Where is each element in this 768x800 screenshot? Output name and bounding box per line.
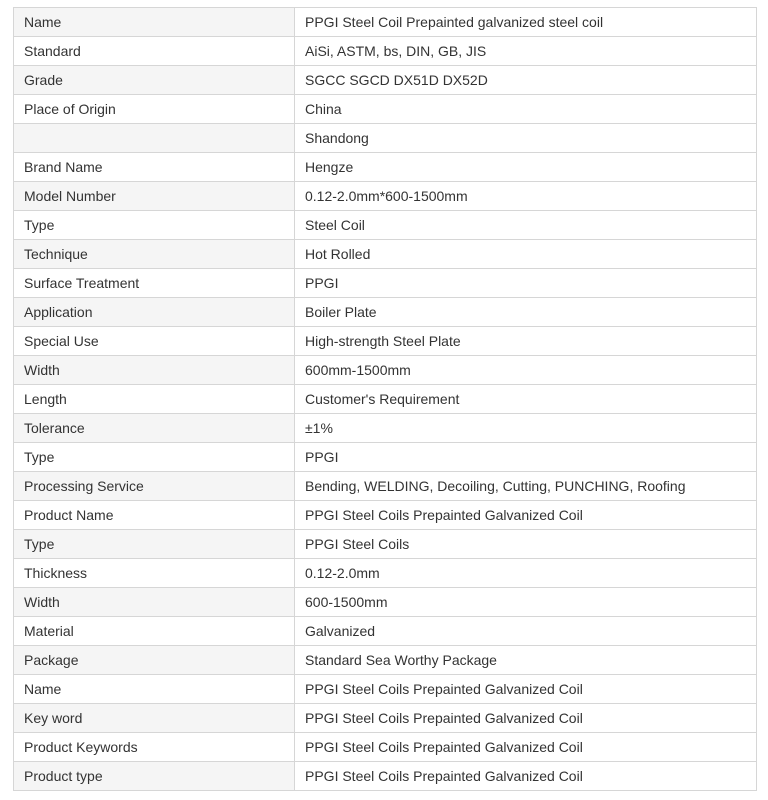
spec-key-cell: Product Keywords	[14, 733, 295, 762]
spec-value-cell: Galvanized	[295, 617, 757, 646]
spec-table-body	[14, 8, 757, 791]
spec-value-cell: PPGI Steel Coils Prepainted Galvanized Coil	[295, 733, 757, 762]
spec-key-cell: Standard	[14, 37, 295, 66]
spec-value-cell: PPGI	[295, 269, 757, 298]
table-row	[14, 472, 757, 501]
spec-key-cell: Grade	[14, 66, 295, 95]
spec-key-cell	[14, 124, 295, 153]
table-row	[14, 385, 757, 414]
spec-value-cell: Bending, WELDING, Decoiling, Cutting, PUNCHING, Roofing	[295, 472, 757, 501]
table-row	[14, 8, 757, 37]
spec-key-cell: Name	[14, 675, 295, 704]
table-row	[14, 211, 757, 240]
table-row	[14, 414, 757, 443]
table-row	[14, 762, 757, 791]
spec-value-cell: 0.12-2.0mm*600-1500mm	[295, 182, 757, 211]
spec-key-cell: Name	[14, 8, 295, 37]
spec-key-cell: Brand Name	[14, 153, 295, 182]
table-row	[14, 356, 757, 385]
spec-value-cell: SGCC SGCD DX51D DX52D	[295, 66, 757, 95]
table-row	[14, 37, 757, 66]
table-row	[14, 95, 757, 124]
table-row	[14, 646, 757, 675]
spec-value-cell: ±1%	[295, 414, 757, 443]
spec-key-cell: Surface Treatment	[14, 269, 295, 298]
table-row	[14, 733, 757, 762]
spec-key-cell: Material	[14, 617, 295, 646]
spec-key-cell: Tolerance	[14, 414, 295, 443]
spec-value-cell: PPGI Steel Coils Prepainted Galvanized Coil	[295, 501, 757, 530]
spec-value-cell: PPGI Steel Coils Prepainted Galvanized Coil	[295, 762, 757, 791]
spec-value-cell: China	[295, 95, 757, 124]
spec-key-cell: Width	[14, 588, 295, 617]
spec-value-cell: High-strength Steel Plate	[295, 327, 757, 356]
spec-key-cell: Thickness	[14, 559, 295, 588]
spec-key-cell: Type	[14, 443, 295, 472]
spec-value-cell: PPGI Steel Coil Prepainted galvanized steel coil	[295, 8, 757, 37]
spec-key-cell: Key word	[14, 704, 295, 733]
table-row	[14, 66, 757, 95]
table-row	[14, 559, 757, 588]
spec-key-cell: Place of Origin	[14, 95, 295, 124]
spec-key-cell: Product type	[14, 762, 295, 791]
spec-value-cell: 600mm-1500mm	[295, 356, 757, 385]
table-row	[14, 327, 757, 356]
spec-value-cell: Hengze	[295, 153, 757, 182]
spec-value-cell: Steel Coil	[295, 211, 757, 240]
spec-key-cell: Technique	[14, 240, 295, 269]
table-row	[14, 530, 757, 559]
spec-key-cell: Width	[14, 356, 295, 385]
spec-value-cell: 0.12-2.0mm	[295, 559, 757, 588]
spec-value-cell: PPGI Steel Coils Prepainted Galvanized Coil	[295, 675, 757, 704]
table-row	[14, 298, 757, 327]
table-row	[14, 240, 757, 269]
spec-key-cell: Model Number	[14, 182, 295, 211]
table-row	[14, 617, 757, 646]
spec-key-cell: Product Name	[14, 501, 295, 530]
table-row	[14, 124, 757, 153]
table-row	[14, 269, 757, 298]
spec-table	[13, 7, 757, 791]
spec-value-cell: Customer's Requirement	[295, 385, 757, 414]
table-row	[14, 182, 757, 211]
spec-key-cell: Length	[14, 385, 295, 414]
spec-value-cell: Shandong	[295, 124, 757, 153]
spec-key-cell: Type	[14, 211, 295, 240]
table-row	[14, 501, 757, 530]
spec-key-cell: Special Use	[14, 327, 295, 356]
table-row	[14, 704, 757, 733]
spec-value-cell: Boiler Plate	[295, 298, 757, 327]
spec-key-cell: Type	[14, 530, 295, 559]
spec-value-cell: 600-1500mm	[295, 588, 757, 617]
spec-value-cell: PPGI	[295, 443, 757, 472]
table-row	[14, 153, 757, 182]
spec-key-cell: Package	[14, 646, 295, 675]
spec-key-cell: Processing Service	[14, 472, 295, 501]
spec-value-cell: Hot Rolled	[295, 240, 757, 269]
spec-value-cell: PPGI Steel Coils Prepainted Galvanized Coil	[295, 704, 757, 733]
spec-value-cell: Standard Sea Worthy Package	[295, 646, 757, 675]
spec-key-cell: Application	[14, 298, 295, 327]
table-row	[14, 588, 757, 617]
table-row	[14, 443, 757, 472]
spec-value-cell: PPGI Steel Coils	[295, 530, 757, 559]
table-row	[14, 675, 757, 704]
spec-value-cell: AiSi, ASTM, bs, DIN, GB, JIS	[295, 37, 757, 66]
